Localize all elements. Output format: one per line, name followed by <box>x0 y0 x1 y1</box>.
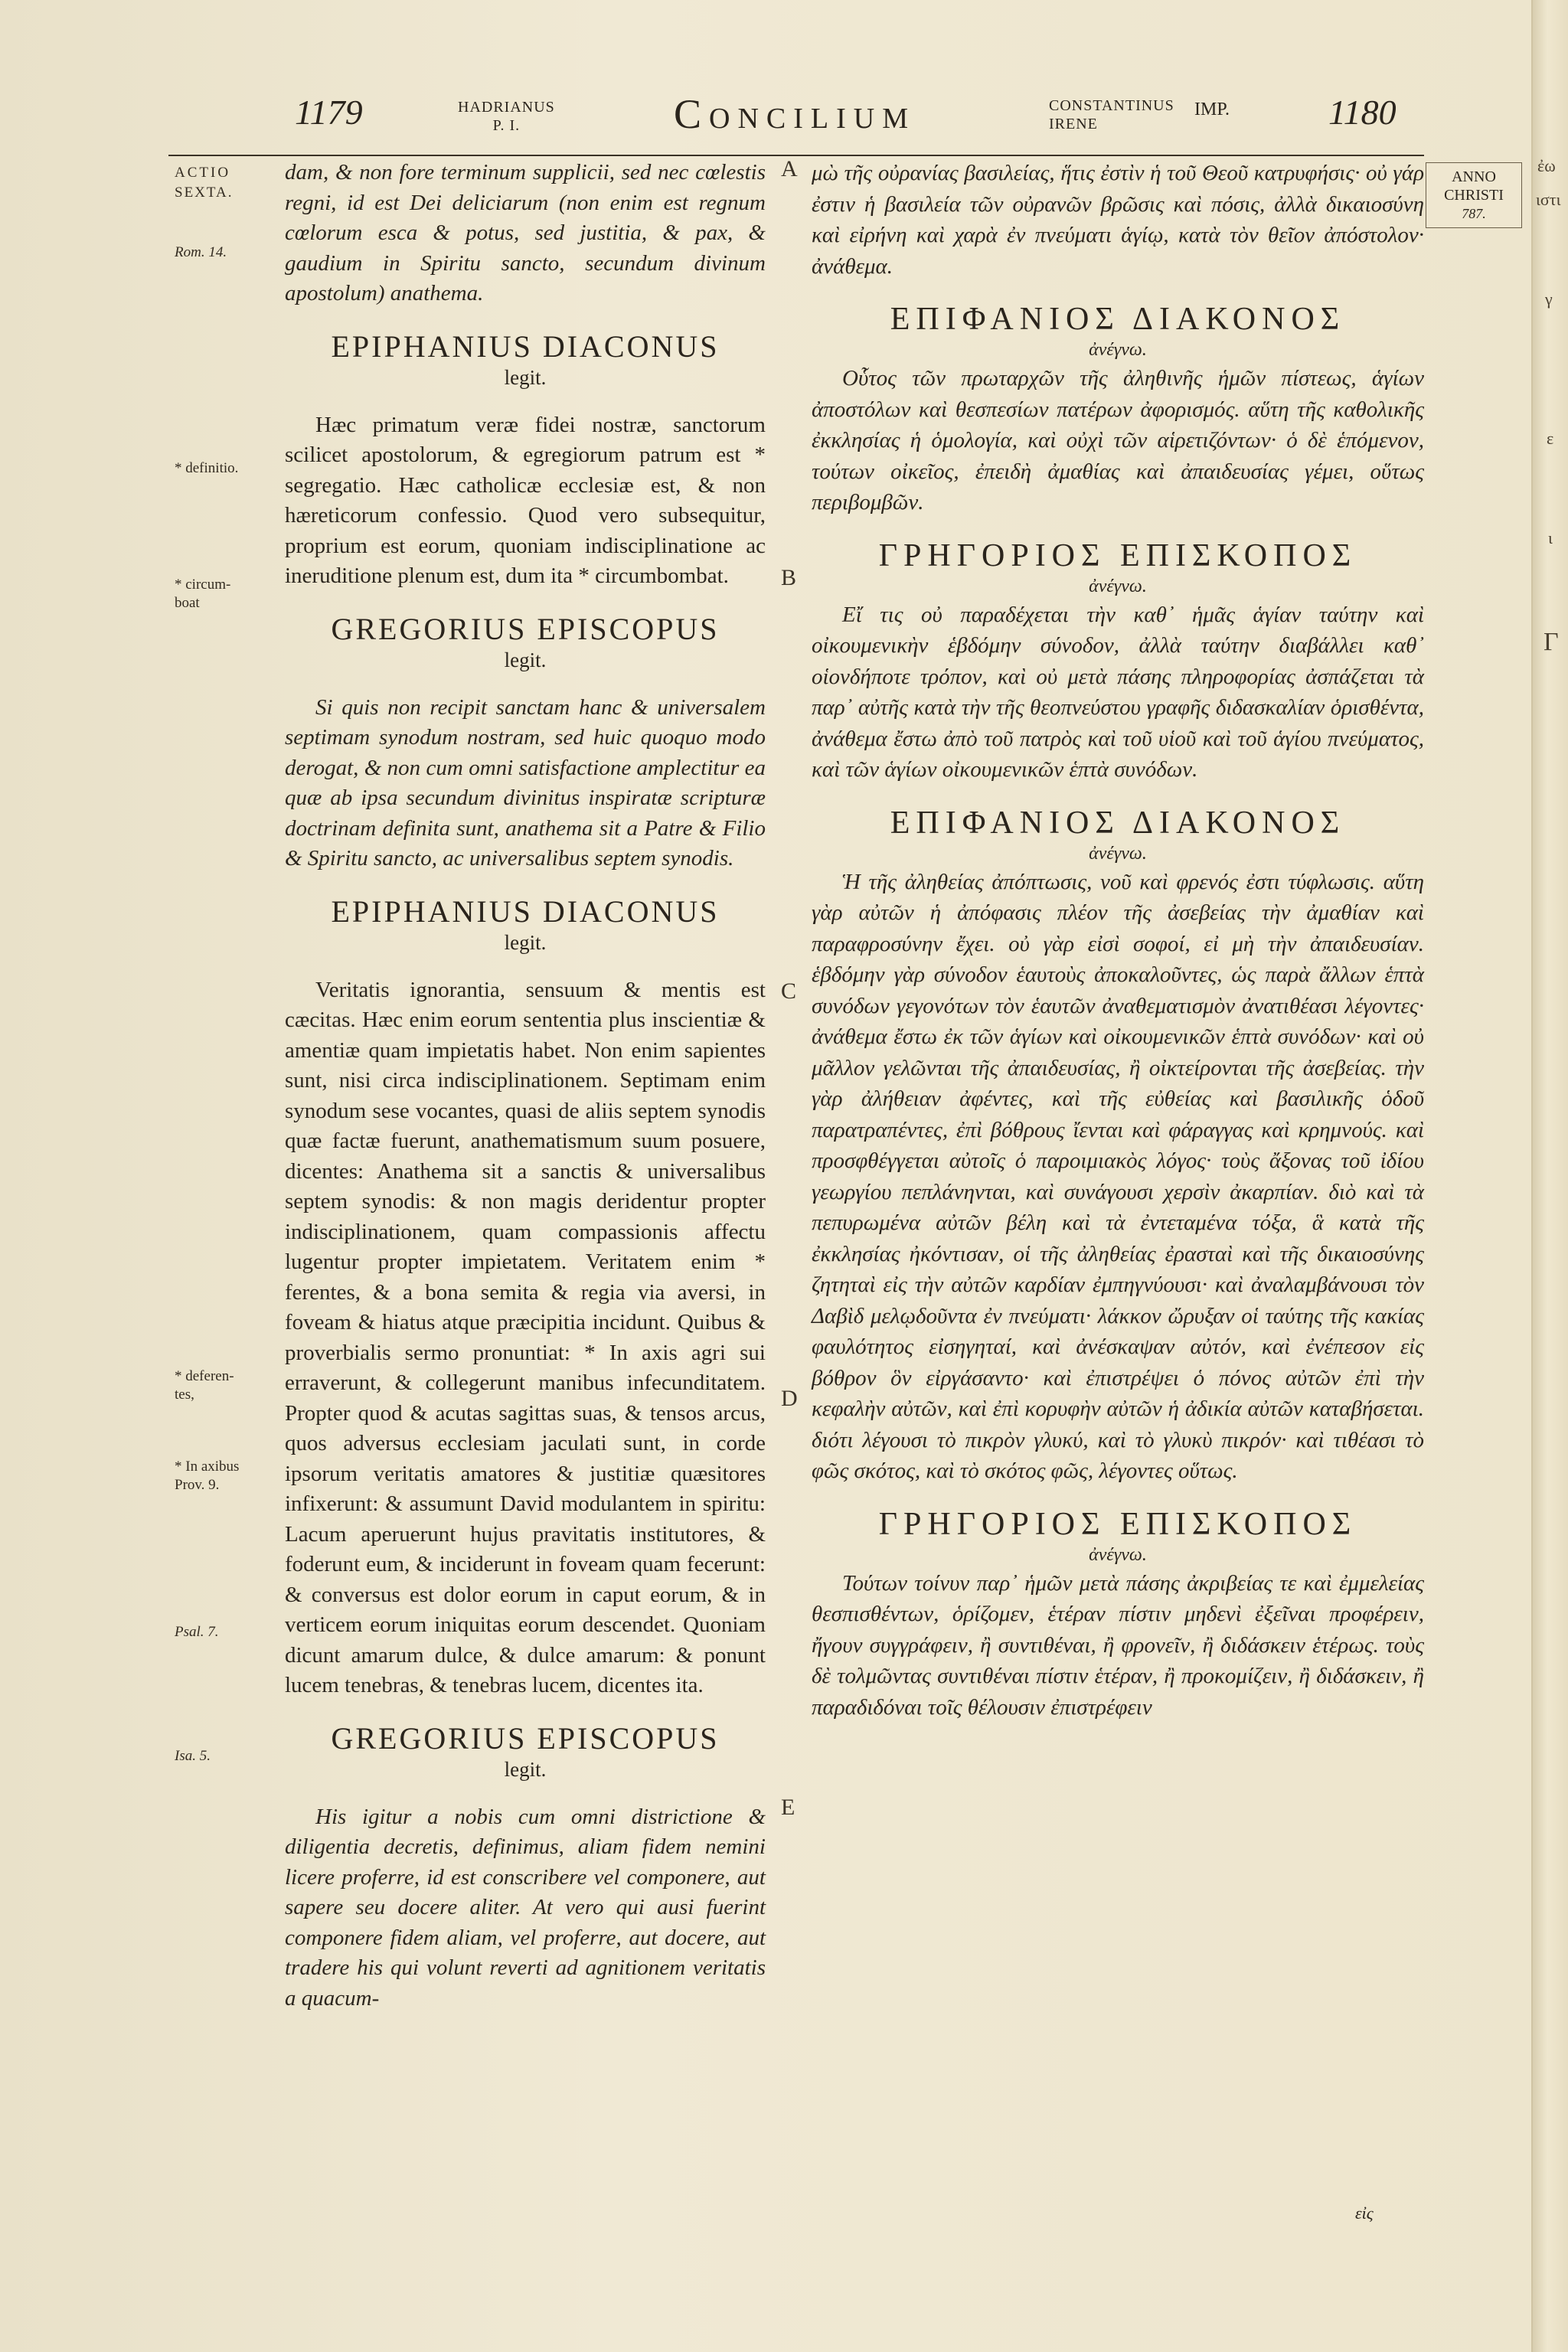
gutter-mark: ιστι <box>1536 190 1561 209</box>
section-letter-a: A <box>781 156 798 181</box>
greek-paragraph: Τούτων τοίνυν παρ᾽ ἡμῶν μετὰ πάσης ἀκριβείας τε καὶ ἐμμελείας θεσπισθέντων, ὁρίζομεν, ἑτέραν πίστιν μηδενὶ ἐξεῖναι προφέρειν, ἤγουν συγγράφειν, ἢ συντιθέναι, ἢ φρονεῖν, ἢ διδάσκειν ἑτέρως. τοὺς δὲ τολμῶντας συντιθέναι πίστιν ἑτέραν, ἢ προκομίζειν, ἢ διδάσκειν, ἢ παραδιδόναι τοῖς θέλουσιν ἐπιστρέφειν <box>812 1570 1424 1720</box>
speaker-heading: GREGORIUS EPISCOPUS <box>331 1720 720 1756</box>
running-head-left-line2: P. I. <box>492 117 521 134</box>
margin-actio: ACTIO <box>175 165 231 181</box>
running-head-imp: IMP. <box>1194 100 1230 119</box>
legit-label: ἀνέγνω. <box>1089 576 1147 596</box>
legit-label: ἀνέγνω. <box>1089 340 1147 360</box>
latin-column <box>285 158 766 2014</box>
speaker-heading: ΕΠΙΦΑΝΙΟΣ ΔΙΑΚΟΝΟΣ <box>890 805 1346 841</box>
page-number-left: 1179 <box>295 93 363 132</box>
running-head-left-line1: HADRIANUS <box>458 99 555 116</box>
latin-paragraph: dam, & non fore terminum supplicii, sed nec cœlestis regni, id est Dei deliciarum (non enim est regnum cœlorum esca & potus, sed justitia, & pax, & gaudium in Spiritu sancto, secundum divinum apostolum) anathema. <box>285 160 766 305</box>
latin-paragraph: Si quis non recipit sanctam hanc & universalem septimam synodum nostram, sed huic quoquo modo derogat, & non cum omni satisfactione amplectitur ea quæ ab ipsa secundum divinitus inspiratæ scripturæ doctrinam definita sunt, anathema sit a Patre & Filio & Spiritu sancto, ac universalibus septem synodis. <box>285 694 766 871</box>
margin-rom: Rom. 14. <box>175 244 227 260</box>
greek-paragraph: Ἡ τῆς ἀληθείας ἀπόπτωσις, νοῦ καὶ φρενός ἐστι τύφλωσις. αὕτη γὰρ αὐτῶν ἡ ἀπόφασις πλέον τῆς ἀσεβείας τὴν ἀμαθίαν καὶ παραφροσύνην ἔχει. οὐ γὰρ εἰσὶ σοφοί, εἰ μὴ τὴν ἀπαιδευσίαν. ἑβδόμην γὰρ σύνοδον ἑαυτοὺς ἀποκαλοῦντες, ὡς παρὰ ἄλλων ἑπτὰ συνόδων γεγονότων τὸν ἑαυτῶν ἀναθεματισμὸν ἀνατιθέασι λέγοντες· ἀνάθεμα ἔστω ἐκ τῶν ἁγίων καὶ οἰκουμενικῶν ἑπτὰ συνόδων· καὶ οὐ μᾶλλον γελῶνται τῆς ἀπαιδευσίας, ἢ οἰκτείρονται τῆς ἀσεβείας. τὴν γὰρ ἀλήθειαν ἀφέντες, καὶ τῆς εὐθείας καὶ βασιλικῆς ὁδοῦ παρατραπέντες, ἐπὶ βόθρους ἴενται καὶ φάραγγας καὶ κρημνούς. καὶ προσφθέγγεται αὐτοῖς ὁ παροιμιακὸς λόγος· τοὺς ἄξονας τοῦ ἰδίου γεωργίου πεπλάνηνται, καὶ συνάγουσι χερσὶν ἀκαρπίαν. διὸ καὶ τὰ πεπυρωμένα αὐτῶν βέλη καὶ τὰ ἐντεταμένα τόξα, ἃ κατὰ τῆς ἐκκλησίας ἠκόντισαν, οἱ τῆς ἀληθείας ἐρασταὶ καὶ τῆς δικαιοσύνης ζητηταὶ εἰς τὴν αὐτῶν καρδίαν ἐμπηγνύουσι· καὶ ἀναλαμβάνουσι τὸν Δαβὶδ μελῳδοῦντα ἐν πνεύματι· λάκκον ὤρυξαν οἱ ταύτης τῆς κακίας φαυλότητος εἰσηγηταί, καὶ ἀνέσκαψαν αὐτόν, καὶ ἐνέπεσον εἰς βόθρον ὃν εἰργάσαντο· καὶ ἐπιστρέψει ὁ πόνος αὐτῶν ἐπὶ τὴν κεφαλὴν αὐτῶν, καὶ ἐπὶ κορυφὴν αὐτῶν ἡ ἀδικία αὐτῶν καταβήσεται. διότι λέγουσι τὸ πικρὸν γλυκύ, καὶ τὸ γλυκὺ πικρόν· καὶ τιθέασι τὸ φῶς σκότος, καὶ τὸ σκότος φῶς, λέγοντες οὕτως. <box>812 869 1424 1483</box>
greek-column <box>812 158 1424 1723</box>
section-letter-e: E <box>781 1795 795 1820</box>
facing-page-gutter <box>1531 0 1568 2352</box>
legit-label: legit. <box>504 1757 547 1781</box>
section-letter-c: C <box>781 978 797 1004</box>
margin-psal: Psal. 7. <box>175 1624 219 1640</box>
latin-paragraph: His igitur a nobis cum omni districtione & diligentia decretis, definimus, aliam fidem nemini licere proferre, id est conscribere vel componere, aut sapere seu docere aliter. At vero qui ausi fuerint componere fidem aliam, vel proferre, aut docere, aut tradere his qui volunt reverti ad agnitionem veritatis a quacum- <box>285 1804 766 2011</box>
anno-year: 787. <box>1462 206 1486 221</box>
margin-sexta: SEXTA. <box>175 185 234 201</box>
margin-isa: Isa. 5. <box>175 1748 211 1764</box>
gutter-mark: ε <box>1547 429 1554 448</box>
greek-paragraph: Εἴ τις οὐ παραδέχεται τὴν καθ᾽ ἡμᾶς ἁγίαν ταύτην καὶ οἰκουμενικὴν ἑβδόμην σύνοδον, ἀλλὰ ταύτην διαβάλλει καθ᾽ οἱονδήποτε τρόπον, καὶ οὐ μετὰ πάσης πληροφορίας ἀσπάζεται τὰ παρ᾽ αὐτῆς κατὰ τὴν τῆς θεοπνεύστου γραφῆς διδασκαλίαν ὁρισθέντα, ἀνάθεμα ἔστω ἀπὸ τοῦ πατρὸς καὶ τοῦ υἱοῦ καὶ τοῦ ἁγίου πνεύματος, καὶ τῶν ἁγίων οἰκουμενικῶν ἑπτὰ συνόδων. <box>812 602 1424 782</box>
legit-label: legit. <box>504 365 547 389</box>
legit-label: legit. <box>504 930 547 954</box>
margin-circumboat: * circum- boat <box>175 577 231 611</box>
speaker-heading: EPIPHANIUS DIACONUS <box>331 328 720 364</box>
latin-paragraph: Veritatis ignorantia, sensuum & mentis est cæcitas. Hæc enim eorum sententia plus inscientiæ & amentiæ quam impietatis habet. Non enim sapientes sunt, nisi circa indisciplinationem. Septimam enim synodum sese vocantes, quasi de aliis septem synodis quæ factæ fuerunt, anathematismum suum posuere, dicentes: Anathema sit a sanctis & universalibus septem synodis: & non magis deridentur propter indisciplinationem, quam compassionis affectu lugentur propter impietatem. Veritatem enim * ferentes, & a bona semita & regia via aversi, in foveam & hiatus atque præcipitia incidunt. Quibus & proverbialis sermo pronuntiat: * In axis agri sui erraverunt, & collegerunt manibus infecunditatem. Propter quod & acutas sagittas suas, & tensos arcus, quos adversus ecclesiam jaculati sunt, in corde ipsorum veritatis amatores & justitiæ quæsitores infixerunt: & assumunt David modulantem in spiritu: Lacum aperuerunt hujus pravitatis institutores, & foderunt eum, & inciderunt in foveam quam fecerunt: & conversus est dolor eorum in caput eorum, & in verticem eorum iniquitas eorum descendet. Quoniam dicunt amarum dulce, & dulce amarum: & ponunt lucem tenebras, & tenebras lucem, dicentes ita. <box>285 977 766 1697</box>
anno-christi-box <box>1426 162 1522 228</box>
gutter-mark: ἐω <box>1537 156 1556 175</box>
legit-label: ἀνέγνω. <box>1089 843 1147 864</box>
gutter-mark: Γ <box>1544 628 1559 656</box>
running-title: Concilium <box>674 91 916 137</box>
catchword: εἰς <box>1355 2203 1374 2223</box>
legit-label: ἀνέγνω. <box>1089 1544 1147 1565</box>
speaker-heading: GREGORIUS EPISCOPUS <box>331 611 720 646</box>
greek-paragraph: μὼ τῆς οὐρανίας βασιλείας, ἥτις ἐστὶν ἡ τοῦ Θεοῦ κατρυφήσις· οὐ γάρ ἐστιν ἡ βασιλεία τῶν οὐρανῶν βρῶσις καὶ πόσις, ἀλλὰ δικαιοσύνη καὶ εἰρήνη καὶ χαρὰ ἐν πνεύματι ἁγίῳ, κατὰ τὸν θεῖον ἀπόστολον· ἀνάθεμα. <box>812 161 1424 279</box>
page-number-right: 1180 <box>1328 93 1396 132</box>
speaker-heading: EPIPHANIUS DIACONUS <box>331 893 720 929</box>
running-head-right-line2: IRENE <box>1049 116 1098 132</box>
running-head-right <box>1049 96 1174 133</box>
margin-definitio: * definitio. <box>175 460 239 476</box>
greek-paragraph: Οὗτος τῶν πρωταρχῶν τῆς ἀληθινῆς ἡμῶν πίστεως, ἁγίων ἀποστόλων καὶ θεσπεσίων πατέρων ἀφορισμός. αὕτη τῆς καθολικῆς ἐκκλησίας ἡ ὁμολογία, καὶ οὐχὶ τῶν αἱρετιζόντων· ὁ δὲ ἑπόμενον, τούτων οἰκεῖος, ἐπειδὴ ἀμαθίας καὶ ἀπαιδευσίας γέμει, οὕτως περιβομβῶν. <box>812 366 1424 514</box>
margin-deferentes: * deferen- tes, <box>175 1368 234 1403</box>
running-head-left <box>458 98 555 135</box>
speaker-heading: ΓΡΗΓΟΡΙΟΣ ΕΠΙΣΚΟΠΟΣ <box>878 1506 1357 1542</box>
latin-paragraph: Hæc primatum veræ fidei nostræ, sanctorum scilicet apostolorum, & egregiorum patrum est * segregatio. Hæc catholicæ ecclesiæ est, & non hæreticorum confessio. Quod vero subsequitur, proprium est eorum, quoniam indisciplinatione ac ineruditione plenum est, dum ita * circumbombat. <box>285 412 766 588</box>
speaker-heading: ΕΠΙΦΑΝΙΟΣ ΔΙΑΚΟΝΟΣ <box>890 302 1346 337</box>
legit-label: legit. <box>504 648 547 671</box>
speaker-heading: ΓΡΗΓΟΡΙΟΣ ΕΠΙΣΚΟΠΟΣ <box>878 537 1357 573</box>
running-head-right-line1: CONSTANTINUS <box>1049 97 1174 114</box>
anno-line1: ANNO <box>1452 168 1496 185</box>
section-letter-b: B <box>781 565 797 590</box>
margin-in-axibus: * In axibus Prov. 9. <box>175 1459 240 1493</box>
gutter-mark: γ <box>1545 289 1553 309</box>
section-letter-d: D <box>781 1386 798 1411</box>
gutter-mark: ι <box>1548 528 1553 547</box>
anno-line2: CHRISTI <box>1444 187 1504 204</box>
